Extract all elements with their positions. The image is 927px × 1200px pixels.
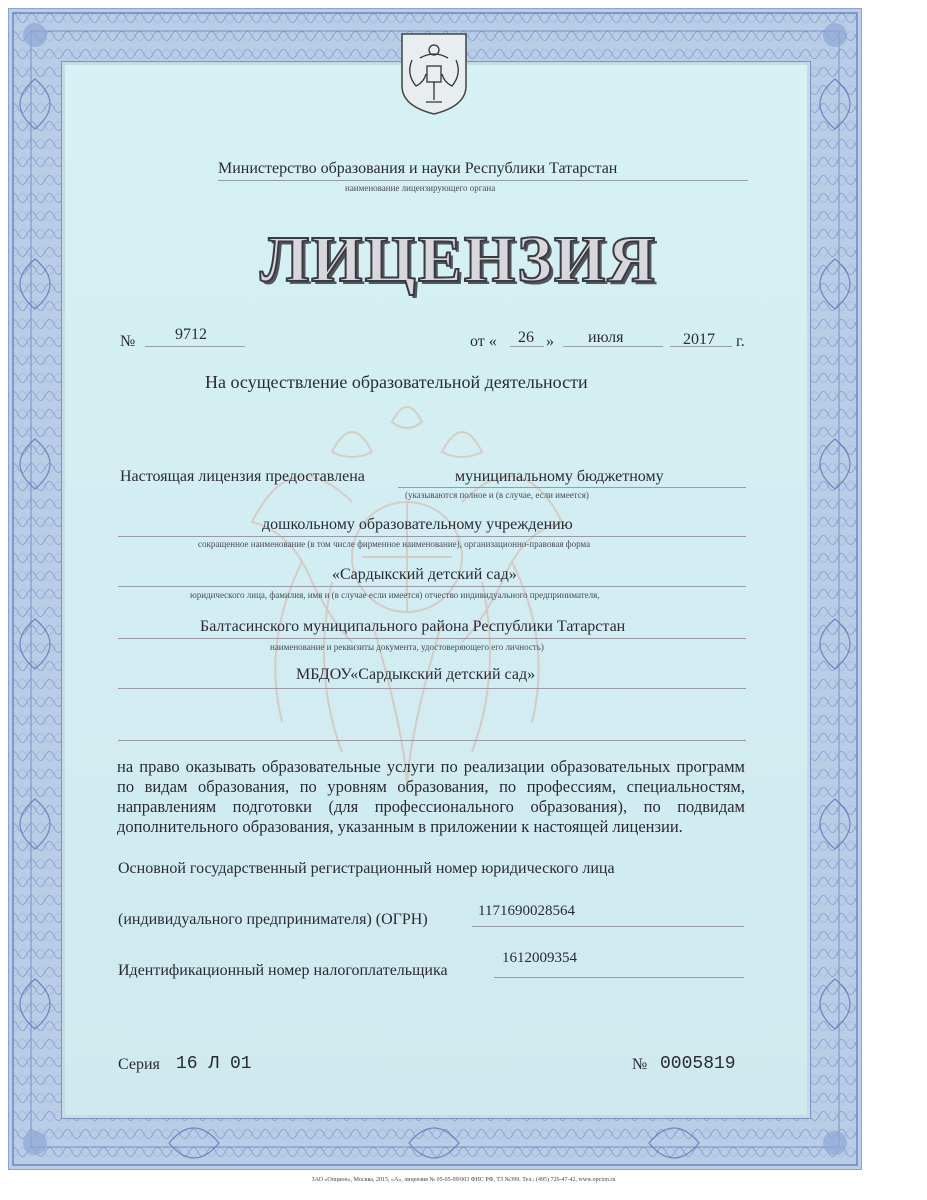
grantee-underline-3 bbox=[118, 586, 746, 587]
date-year-suffix: г. bbox=[736, 333, 745, 350]
year-underline bbox=[670, 346, 732, 347]
inn-label: Идентификационный номер налогоплательщика bbox=[118, 962, 448, 979]
grantee-caption-3: юридического лица, фамилия, имя и (в случае если имеется) отчество индивидуального предпринимателя, bbox=[190, 590, 600, 600]
blank-number-label: № bbox=[632, 1056, 648, 1073]
grantee-line-3: «Сардыкский детский сад» bbox=[332, 566, 517, 583]
grantee-line-5: МБДОУ«Сардыкский детский сад» bbox=[296, 666, 536, 683]
ogrn-label-2: (индивидуального предпринимателя) (ОГРН) bbox=[118, 911, 428, 928]
grantee-caption-4: наименование и реквизиты документа, удостоверяющего его личность) bbox=[270, 642, 544, 652]
grantee-underline-6 bbox=[118, 740, 746, 741]
inn-value: 1612009354 bbox=[502, 950, 577, 966]
blank-series: 16 Л 01 bbox=[176, 1054, 252, 1074]
rights-paragraph: на право оказывать образовательные услуги по реализации образовательных программ по видам образования, по уровням образования, по профессиям, специальностям, направлениям подготовки (для профессионального образования), по подвидам дополнительного образования, указанным в приложении к настоящей лицензии. bbox=[117, 757, 745, 836]
inn-underline bbox=[494, 977, 744, 978]
license-number: 9712 bbox=[175, 326, 207, 343]
grantee-underline-2 bbox=[118, 536, 746, 537]
grantee-caption-2: сокращенное наименование (в том числе фирменное наименование), организационно-правовая форма bbox=[198, 539, 591, 549]
day-underline bbox=[510, 346, 544, 347]
grantee-underline-1 bbox=[398, 487, 746, 488]
grantee-caption-1: (указываются полное и (в случае, если имеется) bbox=[405, 490, 589, 500]
grantee-line-1: муниципальному бюджетному bbox=[455, 468, 664, 485]
number-underline bbox=[145, 346, 245, 347]
printer-imprint: ЗАО «Опцион», Москва, 2015, «А», лицензия № 05-05-09/003 ФНС РФ, ТЗ №399. Тел.: (495) 726-47-42, www.opcion.ru bbox=[311, 1177, 616, 1183]
date-prefix: от « bbox=[470, 333, 497, 350]
date-day: 26 bbox=[518, 329, 534, 346]
ogrn-underline bbox=[472, 926, 744, 927]
document-title: ЛИЦЕНЗИЯ bbox=[260, 223, 658, 296]
date-year: 2017 bbox=[683, 331, 715, 348]
licensing-authority: Министерство образования и науки Республики Татарстан bbox=[218, 160, 618, 177]
authority-underline bbox=[218, 180, 748, 181]
grantee-line-2: дошкольному образовательному учреждению bbox=[262, 516, 573, 533]
date-day-close: » bbox=[546, 333, 554, 350]
blank-number: 0005819 bbox=[660, 1054, 736, 1074]
grantee-underline-5 bbox=[118, 688, 746, 689]
coat-of-arms-icon bbox=[398, 30, 470, 116]
date-month: июля bbox=[588, 329, 624, 346]
ogrn-value: 1171690028564 bbox=[478, 903, 575, 919]
series-label: Серия bbox=[118, 1056, 160, 1073]
grantee-label: Настоящая лицензия предоставлена bbox=[120, 468, 365, 485]
grantee-line-4: Балтасинского муниципального района Республики Татарстан bbox=[200, 618, 626, 635]
number-label: № bbox=[120, 333, 136, 350]
license-purpose: На осуществление образовательной деятельности bbox=[205, 372, 588, 392]
month-underline bbox=[563, 346, 663, 347]
authority-caption: наименование лицензирующего органа bbox=[345, 183, 496, 193]
ogrn-label-1: Основной государственный регистрационный номер юридического лица bbox=[118, 860, 615, 877]
grantee-underline-4 bbox=[118, 638, 746, 639]
